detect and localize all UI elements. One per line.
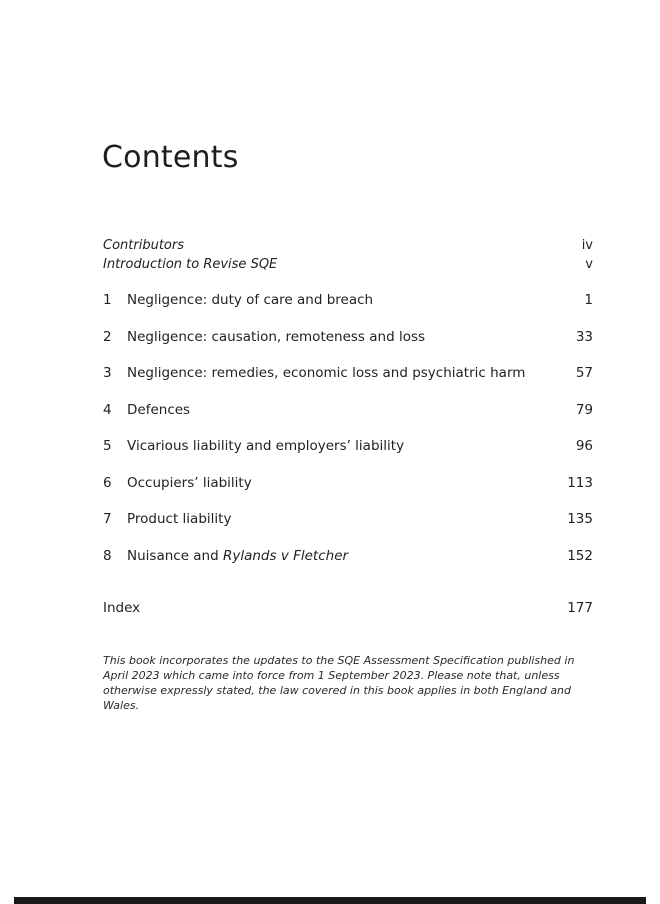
chapter-title: Negligence: duty of care and breach xyxy=(127,292,374,308)
chapter-number: 2 xyxy=(103,328,112,345)
chapter-title: Vicarious liability and employers’ liability xyxy=(127,438,405,454)
index-page: 177 xyxy=(567,600,593,616)
chapter-number: 7 xyxy=(103,511,112,527)
toc-chapter-2[interactable] xyxy=(103,327,593,364)
chapter-number: 8 xyxy=(103,547,112,564)
page-title: Contents xyxy=(102,140,239,175)
chapter-list xyxy=(103,290,593,582)
footer-bar xyxy=(14,897,646,904)
chapter-title: Occupiers’ liability xyxy=(127,474,252,491)
chapter-page: 135 xyxy=(567,511,593,527)
toc-entry-page: iv xyxy=(581,238,593,253)
chapter-page: 57 xyxy=(575,365,593,381)
chapter-title: Negligence: remedies, economic loss and psychiatric harm xyxy=(127,365,526,381)
chapter-title-text: Nuisance and xyxy=(127,547,223,564)
chapter-page: 79 xyxy=(575,401,593,418)
specification-note: This book incorporates the updates to the SQE Assessment Specification published in April 2023 which came into force from 1 September 2023. Please note that, unless otherwise expressly stated, the law covered in this book applies in both England and Wales. xyxy=(103,654,575,712)
toc-chapter-1[interactable] xyxy=(103,290,593,327)
chapter-number: 1 xyxy=(103,292,112,308)
index-label: Index xyxy=(103,600,141,616)
chapter-title: Negligence: causation, remoteness and loss xyxy=(127,328,426,345)
chapter-number: 3 xyxy=(103,365,112,381)
chapter-title xyxy=(127,546,543,566)
chapter-page: 1 xyxy=(584,292,593,308)
toc-chapter-4[interactable] xyxy=(103,400,593,437)
chapter-page: 33 xyxy=(575,328,593,345)
toc-entry-title: Introduction to Revise SQE xyxy=(103,257,278,272)
toc-chapter-5[interactable] xyxy=(103,436,593,473)
toc-chapter-8[interactable] xyxy=(103,546,593,583)
toc-chapter-7[interactable] xyxy=(103,509,593,546)
toc-entry-introduction[interactable] xyxy=(103,255,593,274)
chapter-title: Defences xyxy=(127,401,191,418)
chapter-number: 4 xyxy=(103,401,112,418)
chapter-page: 113 xyxy=(567,474,593,491)
toc-entry-page: v xyxy=(585,257,593,272)
chapter-number: 6 xyxy=(103,474,112,491)
chapter-page: 152 xyxy=(567,547,593,564)
toc-chapter-6[interactable] xyxy=(103,473,593,510)
chapter-page: 96 xyxy=(575,438,593,454)
toc-index-entry[interactable] xyxy=(103,598,593,618)
chapter-number: 5 xyxy=(103,438,112,454)
toc-entry-title: Contributors xyxy=(103,238,184,253)
toc-entry-contributors[interactable] xyxy=(103,236,593,255)
chapter-title-case-name: Rylands v Fletcher xyxy=(222,547,349,564)
chapter-title: Product liability xyxy=(127,511,232,527)
front-matter-list xyxy=(103,236,593,274)
toc-chapter-3[interactable] xyxy=(103,363,593,400)
